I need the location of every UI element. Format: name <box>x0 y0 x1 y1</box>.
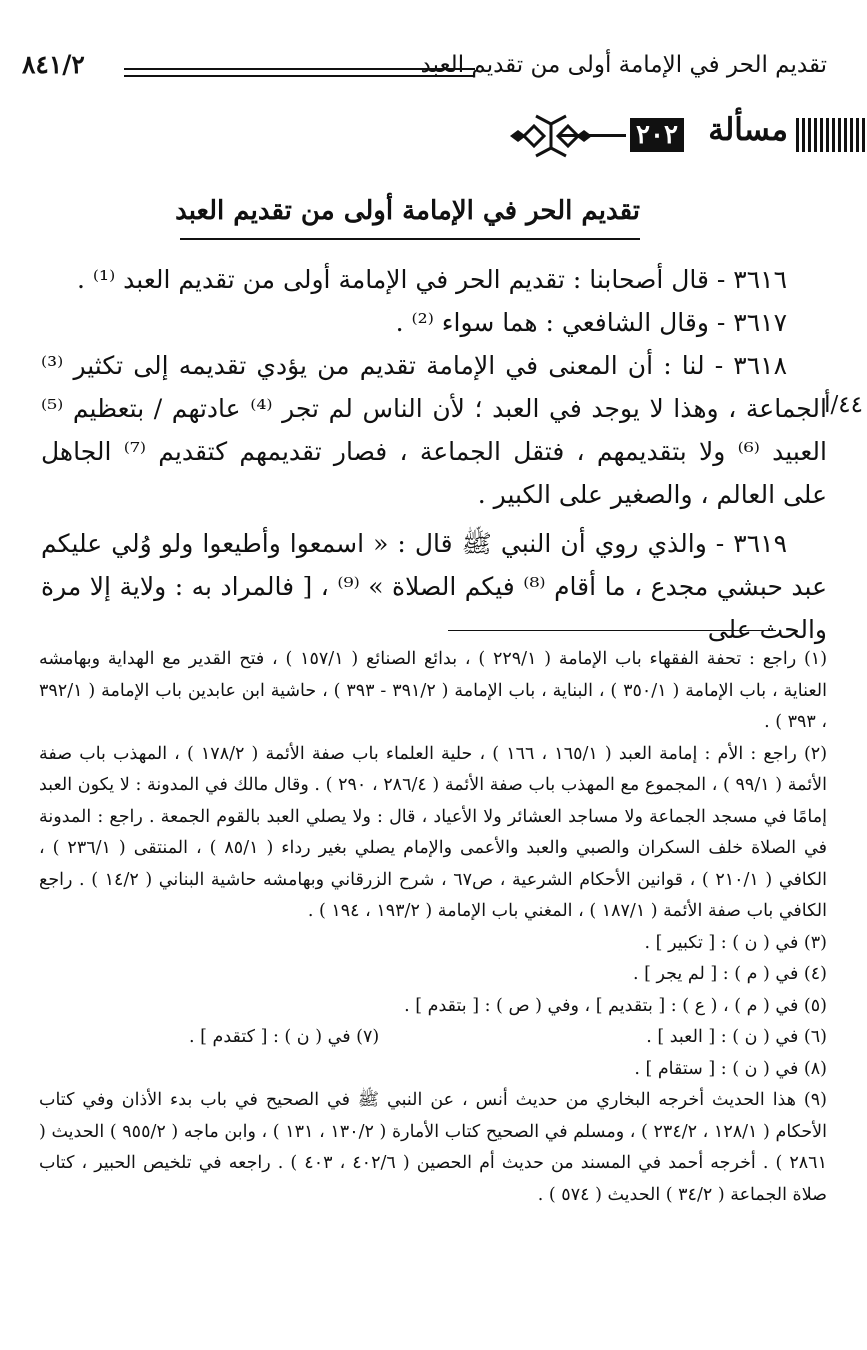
footnote-separator <box>448 630 776 631</box>
paragraph-3619: ٣٦١٩ - والذي روي أن النبي ﷺ قال : « اسمعوا وأطيعوا ولو وُلي عليكم عبد حبشي مجدع ، ما أقام ⁽⁸⁾ فيكم الصلاة » ⁽⁹⁾ ، [ فالمراد به : ولاية إلا مرة والحث على <box>41 529 827 644</box>
footnote-9: (٩) هذا الحديث أخرجه البخاري من حديث أنس ، عن النبي ﷺ في الصحيح في باب بدء الأذان وفي كتاب الأحكام ( ١٢٨/١ ، ٢٣٤/٢ ) ، ومسلم في الصحيح كتاب الأمارة ( ١٣٠/٢ ، ١٣١ ) ، وابن ماجه ( ٩٥٥/٢ ) الحديث ( ٢٨٦١ ) . أخرجه أحمد في المسند من حديث أم الحصين ( ٤٠٢/٦ ، ٤٠٣ ) . راجعه في تلخيص الحبير ، كتاب صلاة الجماعة ( ٣٤/٢ ) الحديث ( ٥٧٤ ) . <box>39 1090 827 1205</box>
footnote-row-6-7 <box>39 1022 827 1054</box>
footnote-5: (٥) في ( م ) ، ( ع ) : [ بتقديم ] ، وفي ( ص ) : [ بتقدم ] . <box>404 995 827 1016</box>
masala-number: ٢٠٢ <box>630 118 684 152</box>
stripe-ornament <box>796 118 866 152</box>
ornament-icon <box>510 110 592 162</box>
paragraph-3616: ٣٦١٦ - قال أصحابنا : تقديم الحر في الإمامة أولى من تقديم العبد ⁽¹⁾ . <box>76 265 787 294</box>
chapter-title: تقديم الحر في الإمامة أولى من تقديم العبد <box>175 196 640 226</box>
footnote-1: (١) راجع : تحفة الفقهاء باب الإمامة ( ٢٢٩/١ ) ، بدائع الصنائع ( ١٥٧/١ ) ، فتح القدير مع الهداية وبهامشه العناية ، باب الإمامة ( ٣٥٠/١ ) ، البناية ، باب الإمامة ( ٣٩١/٢ - ٣٩٣ ) ، حاشية ابن عابدين باب الإمامة ( ٣٩٢/١ ، ٣٩٣ ) . <box>39 649 828 732</box>
running-header <box>22 48 827 88</box>
footnote-4: (٤) في ( م ) : [ لم يجر ] . <box>632 964 827 984</box>
footnote-2: (٢) راجع : الأم : إمامة العبد ( ١٦٥/١ ، ١٦٦ ) ، حلية العلماء باب صفة الأئمة ( ١٧٨/٢ ) ، المهذب باب صفة الأئمة ( ٩٩/١ ) ، المجموع مع المهذب باب صفة الأئمة ( ٢٨٦/٤ ، ٢٩٠ ) . وقال مالك في المدونة : لا يكون العبد إمامًا في مسجد الجماعة ولا مساجد العشائر ولا الأعياد ، قال : ولا يصلي العبد بالقوم الجمعة . راجع : المدونة في الصلاة خلف السكران والصبي والعبد والأعمى والإمام يصلي بغير رداء ( ٨٥/١ ) ، المنتقى ( ٢٣٦/١ ) ، الكافي ( ٢١٠/١ ) ، قوانين الأحكام الشرعية ، ص٦٧ ، شرح الزرقاني وبهامشه حاشية البناني ( ١٤/٢ ) . راجع الكافي باب صفة الأئمة ( ١٨٧/١ ) ، المغني باب الإمامة ( ١٩٣/٢ ، ١٩٤ ) . <box>39 743 828 921</box>
masala-label: مسألة <box>708 112 788 148</box>
paragraph-3618: ٣٦١٨ - لنا : أن المعنى في الإمامة تقديم من يؤدي تقديمه إلى تكثير ⁽³⁾ الجماعة ، وهذا لا يوجد في العبد ؛ لأن الناس لم تجر ⁽⁴⁾ عادتهم / بتعظيم ⁽⁵⁾ العبيد ⁽⁶⁾ ولا بتقديمهم ، فتقل الجماعة ، فصار تقديمهم كتقديم ⁽⁷⁾ الجاهل على العالم ، والصغير على الكبير . <box>41 351 827 509</box>
footnote-3: (٣) في ( ن ) : [ تكبير ] . <box>644 932 827 953</box>
footnote-6: (٦) في ( ن ) : [ العبد ] . <box>646 1027 827 1047</box>
footnote-row-3 <box>39 928 827 960</box>
footnotes <box>39 644 827 1211</box>
paragraph-3617: ٣٦١٧ - وقال الشافعي : هما سواء ⁽²⁾ . <box>395 308 787 337</box>
header-double-rule <box>124 68 475 77</box>
running-title: تقديم الحر في الإمامة أولى من تقديم العبد <box>420 52 827 78</box>
title-underline <box>180 238 640 240</box>
footnote-8: (٨) في ( ن ) : [ ستقام ] . <box>634 1058 827 1079</box>
footnote-7: (٧) في ( ن ) : [ كتقدم ] . <box>189 1027 380 1047</box>
page-number: ٨٤١/٢ <box>22 50 85 79</box>
margin-note: ٤٤/أ <box>824 392 863 418</box>
main-text <box>41 258 827 651</box>
